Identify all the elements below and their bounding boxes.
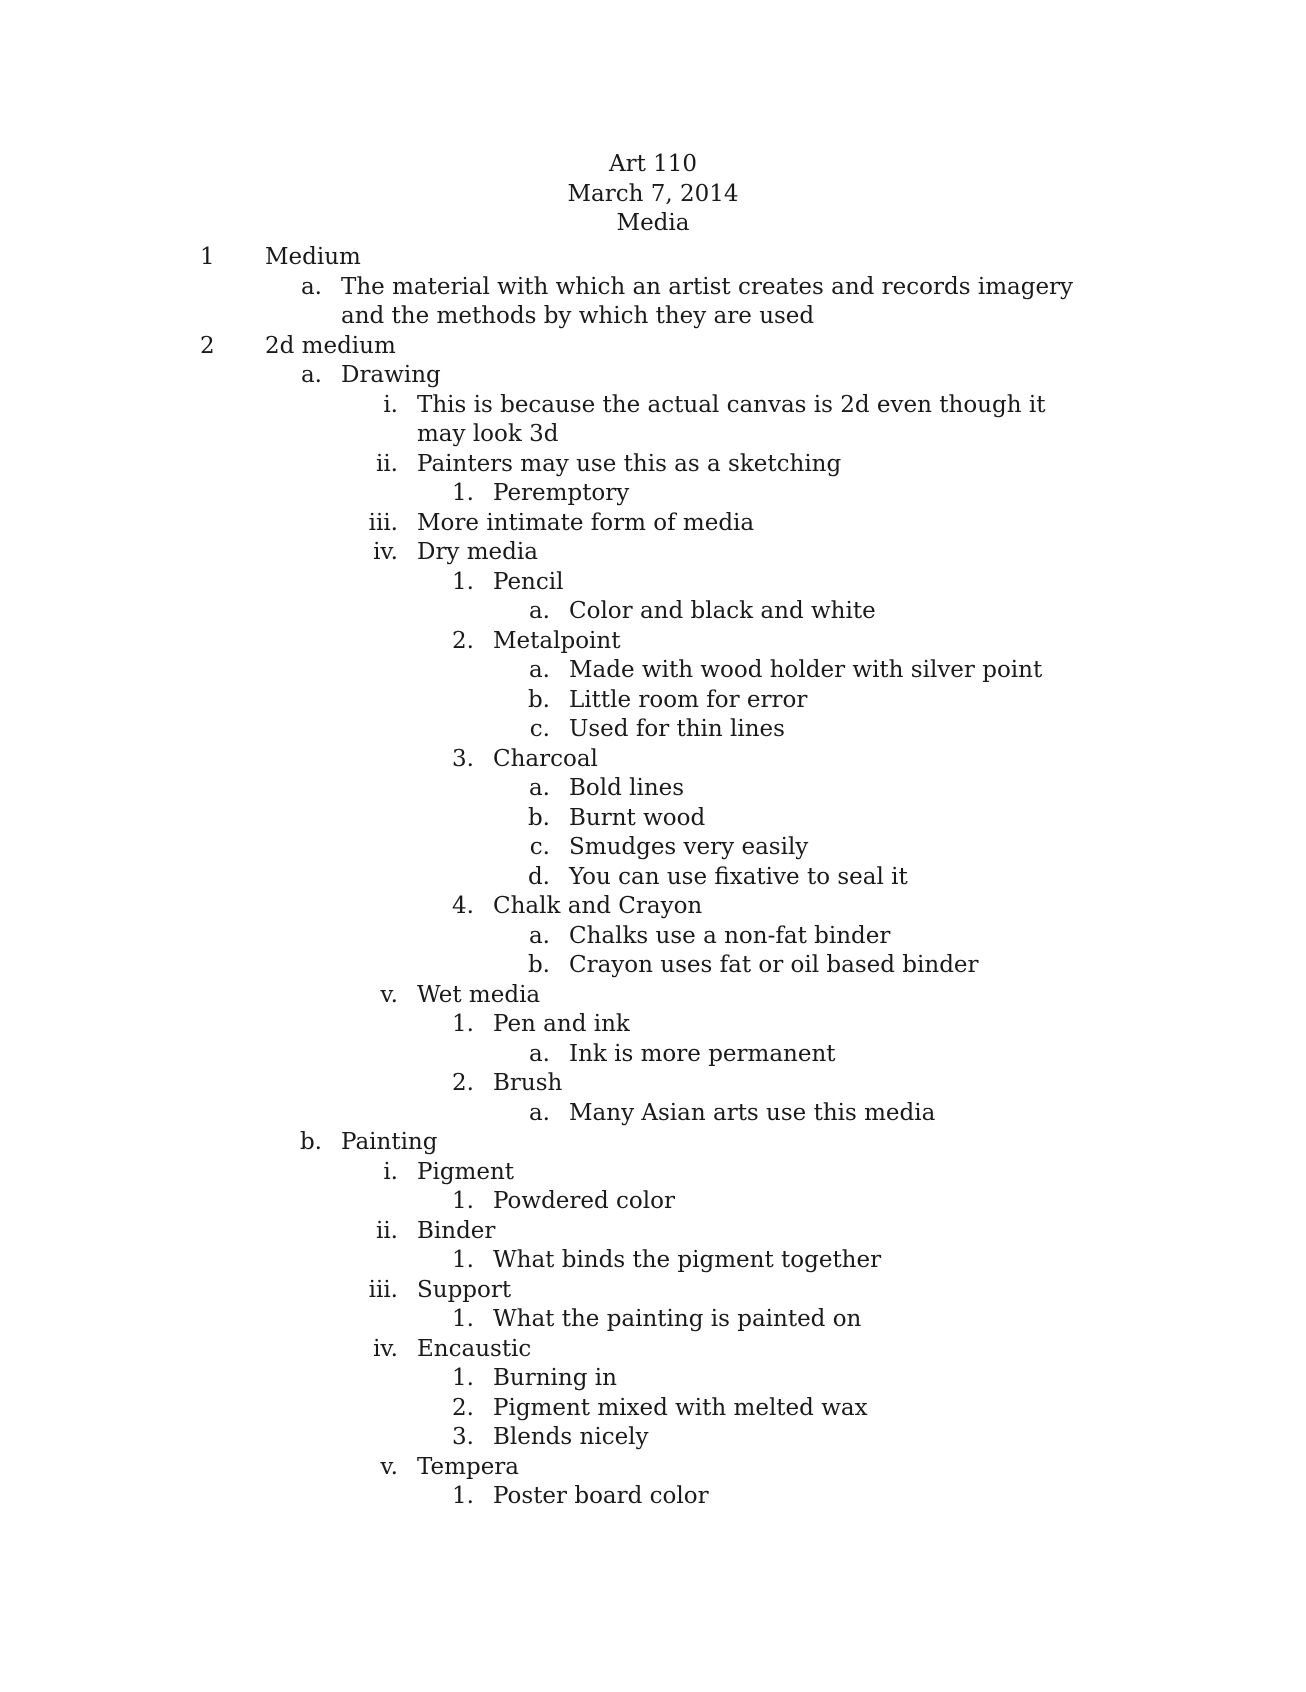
outline-item — [0, 892, 1306, 922]
outline-text: Encaustic — [417, 1335, 532, 1362]
outline-marker: ii. — [375, 1217, 398, 1244]
outline-item — [0, 568, 1306, 598]
outline-marker: 2 — [200, 332, 215, 359]
outline-text: Poster board color — [493, 1483, 709, 1509]
outline-marker: 4. — [452, 893, 474, 919]
outline-text: Bold lines — [569, 775, 685, 801]
outline-text: Burnt wood — [569, 804, 706, 831]
outline-item — [0, 538, 1306, 568]
document-topic: Media — [616, 210, 690, 236]
outline-item — [0, 1246, 1306, 1276]
outline-text: 2d medium — [265, 332, 396, 359]
outline-text: Peremptory — [493, 480, 630, 506]
outline-item — [0, 1010, 1306, 1040]
outline-marker: a. — [300, 273, 322, 300]
outline-marker: 1. — [452, 480, 474, 506]
outline-marker: a. — [528, 598, 550, 624]
outline-marker: 2. — [452, 1070, 474, 1096]
outline-item — [0, 1364, 1306, 1394]
notes-outline — [0, 243, 1306, 1512]
outline-marker: v. — [380, 1453, 398, 1480]
outline-text: Burning in — [493, 1365, 617, 1391]
outline-item — [0, 1335, 1306, 1365]
outline-item — [0, 1423, 1306, 1453]
outline-text: Made with wood holder with silver point — [569, 657, 1043, 683]
outline-text: Support — [417, 1276, 512, 1303]
outline-text: Color and black and white — [569, 598, 876, 624]
outline-text: Many Asian arts use this media — [569, 1099, 936, 1126]
outline-marker: a. — [528, 1099, 550, 1126]
outline-item — [0, 1099, 1306, 1129]
outline-item — [0, 1305, 1306, 1335]
outline-item — [0, 1217, 1306, 1247]
outline-marker: c. — [529, 716, 550, 742]
outline-marker: ii. — [375, 450, 398, 477]
outline-text: Blends nicely — [493, 1424, 649, 1450]
outline-marker: b. — [299, 1129, 322, 1155]
outline-marker: iii. — [368, 509, 398, 536]
outline-text: Brush — [493, 1070, 563, 1096]
outline-marker: c. — [529, 834, 550, 860]
document-date: March 7, 2014 — [567, 180, 739, 207]
outline-text: Metalpoint — [493, 627, 621, 654]
outline-text: Charcoal — [493, 745, 598, 772]
outline-item — [0, 1069, 1306, 1099]
outline-item — [0, 656, 1306, 686]
outline-text: Binder — [417, 1217, 496, 1244]
outline-text: Dry media — [417, 539, 538, 565]
outline-marker: iv. — [373, 1335, 398, 1362]
outline-text: This is because the actual canvas is 2d even though it may look 3d — [417, 391, 1046, 447]
outline-item — [0, 981, 1306, 1011]
outline-marker: 1. — [452, 1306, 474, 1332]
outline-text: Powdered color — [493, 1188, 675, 1214]
outline-text: Painting — [341, 1129, 438, 1155]
outline-text: What binds the pigment together — [493, 1247, 882, 1273]
outline-item — [0, 715, 1306, 745]
outline-item — [0, 1276, 1306, 1306]
outline-marker: 1. — [452, 1247, 474, 1273]
outline-marker: a. — [528, 1040, 550, 1067]
outline-text: More intimate form of media — [417, 509, 755, 536]
outline-text: Pen and ink — [493, 1011, 630, 1037]
outline-item — [0, 1482, 1306, 1512]
outline-marker: 3. — [452, 745, 474, 772]
outline-text: Pigment — [417, 1158, 515, 1185]
outline-text: You can use fixative to seal it — [569, 863, 908, 890]
outline-marker: a. — [528, 775, 550, 801]
outline-item — [0, 1394, 1306, 1424]
outline-marker: v. — [380, 981, 398, 1008]
outline-text: Tempera — [417, 1453, 520, 1480]
outline-marker: 2. — [452, 1394, 474, 1421]
outline-item — [0, 450, 1306, 480]
outline-item — [0, 774, 1306, 804]
outline-text: Smudges very easily — [569, 834, 809, 860]
outline-item — [0, 686, 1306, 716]
outline-item — [0, 273, 1306, 332]
outline-marker: 1. — [452, 1011, 474, 1037]
outline-marker: b. — [527, 804, 550, 831]
outline-marker: iv. — [373, 539, 398, 565]
outline-item — [0, 922, 1306, 952]
outline-item — [0, 1128, 1306, 1158]
outline-marker: b. — [527, 686, 550, 713]
outline-text: Painters may use this as a sketching — [417, 450, 842, 477]
outline-text: Chalk and Crayon — [493, 893, 703, 919]
outline-item — [0, 479, 1306, 509]
outline-text: Little room for error — [569, 686, 808, 713]
outline-text: Chalks use a non-fat binder — [569, 922, 891, 949]
outline-item — [0, 863, 1306, 893]
outline-item — [0, 627, 1306, 657]
outline-item — [0, 332, 1306, 362]
outline-marker: 2. — [452, 627, 474, 654]
outline-marker: a. — [300, 362, 322, 388]
outline-text: What the painting is painted on — [493, 1306, 862, 1332]
outline-item — [0, 361, 1306, 391]
outline-text: Pencil — [493, 568, 564, 595]
outline-item — [0, 1158, 1306, 1188]
outline-marker: a. — [528, 922, 550, 949]
course-title: Art 110 — [608, 151, 698, 177]
outline-item — [0, 804, 1306, 834]
outline-marker: b. — [527, 952, 550, 978]
outline-marker: d. — [527, 863, 550, 890]
outline-item — [0, 1453, 1306, 1483]
outline-marker: i. — [383, 1158, 398, 1185]
outline-text: Pigment mixed with melted wax — [493, 1394, 868, 1421]
outline-item — [0, 1040, 1306, 1070]
outline-marker: 1 — [200, 244, 215, 270]
outline-text: Medium — [265, 244, 361, 270]
outline-text: Drawing — [341, 362, 441, 388]
outline-text: Used for thin lines — [569, 716, 785, 742]
outline-marker: 1. — [452, 1365, 474, 1391]
outline-item — [0, 391, 1306, 450]
outline-item — [0, 951, 1306, 981]
outline-marker: i. — [383, 391, 398, 418]
outline-marker: 1. — [452, 1483, 474, 1509]
outline-text: Ink is more permanent — [569, 1040, 836, 1067]
outline-marker: iii. — [368, 1276, 398, 1303]
document-header — [0, 150, 1306, 239]
outline-text: The material with which an artist creates and records imagery and the methods by which they are used — [341, 273, 1074, 329]
outline-marker: 1. — [452, 568, 474, 595]
outline-marker: 3. — [452, 1424, 474, 1450]
outline-item — [0, 597, 1306, 627]
outline-marker: a. — [528, 657, 550, 683]
outline-item — [0, 833, 1306, 863]
outline-text: Wet media — [417, 981, 541, 1008]
outline-item — [0, 745, 1306, 775]
outline-item — [0, 1187, 1306, 1217]
outline-item — [0, 243, 1306, 273]
outline-item — [0, 509, 1306, 539]
outline-text: Crayon uses fat or oil based binder — [569, 952, 979, 978]
outline-marker: 1. — [452, 1188, 474, 1214]
